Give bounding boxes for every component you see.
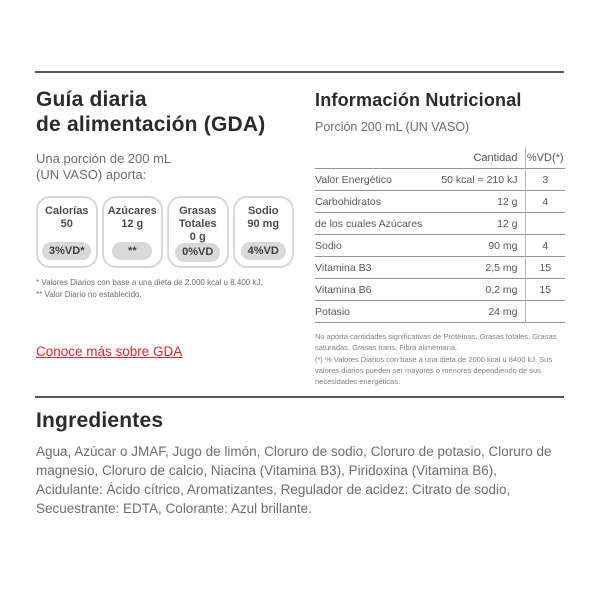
gda-subtitle-line1: Una porción de 200 mL [36, 150, 172, 166]
table-row [315, 301, 565, 323]
badge-vd-pill: 0%VD [175, 243, 220, 261]
table-row [315, 191, 565, 213]
header-empty [315, 147, 433, 169]
nutrient-vd: 4 [525, 191, 565, 213]
nutrient-vd: 15 [525, 257, 565, 279]
gda-subtitle [36, 151, 294, 185]
nutrient-amount: 50 kcal = 210 kJ [441, 173, 518, 186]
badge-label-value [108, 205, 157, 230]
section-divider [35, 396, 564, 398]
top-divider [35, 71, 564, 73]
nutrient-amount: 12 g [497, 195, 518, 208]
badge-label-value [247, 205, 279, 230]
table-header-row [315, 147, 565, 169]
header-amount: Cantidad [473, 151, 518, 164]
nutrient-vd: 3 [525, 169, 565, 191]
gda-badge-calorias [36, 196, 98, 268]
gda-more-link[interactable]: Conoce más sobre GDA [36, 344, 183, 360]
table-row [315, 235, 565, 257]
badge-value: 0 g [189, 230, 206, 243]
gda-footnote-2: ** Valor Diario no establecido. [36, 290, 142, 300]
badge-label-value [45, 205, 88, 230]
nutrition-section [315, 90, 565, 387]
nutrition-footnotes [315, 331, 565, 387]
nutrient-label: Valor Energético [315, 173, 392, 186]
badge-value: 90 mg [247, 217, 280, 230]
gda-subtitle-line2: (UN VASO) aporta: [36, 167, 147, 183]
nutrition-table [315, 147, 565, 323]
nutrient-amount: 24 mg [488, 305, 518, 318]
badge-value: 50 [60, 217, 73, 230]
nutrient-vd: 4 [525, 235, 565, 257]
nutrient-label: Carbohidratos [315, 195, 381, 208]
nutrient-label: Potasio [315, 305, 351, 318]
nutrient-label: Sodio [315, 239, 342, 252]
badge-label: Grasas Totales [178, 205, 217, 230]
nutrition-footnote-1: No aporta cantidades significativas de Proteínas, Grasas totales, Grasas saturadas, Grasas trans, Fibra alimentaria. [315, 332, 557, 353]
ingredients-text: Agua, Azúcar o JMAF, Jugo de limón, Cloruro de sodio, Cloruro de potasio, Cloruro de magnesio, Cloruro de calcio, Niacina (Vitamina B3), Piridoxina (Vitamina B6), Acidulante: Ácido cítrico, Aromatizantes, Regulador de acidez: Citrato de sodio, Secuestrante: EDTA, Colorante: Azul brillante. [36, 444, 552, 516]
nutrient-vd [525, 301, 565, 323]
gda-title [36, 88, 294, 138]
gda-badges [36, 196, 294, 268]
nutrition-footnote-2: (*) % Valores Diarios con base a una dieta de 2000 kcal u 8400 kJ. Sus valores diarios pueden ser mayores o menores dependiendo de sus necesidades energéticas. [315, 354, 553, 386]
nutrient-label: Vitamina B6 [315, 283, 372, 296]
table-row [315, 169, 565, 191]
gda-badge-sodio [233, 196, 295, 268]
nutrient-amount: 2,5 mg [485, 261, 518, 274]
nutrient-amount: 12 g [497, 217, 518, 230]
ingredients-section [36, 409, 566, 519]
table-row [315, 257, 565, 279]
nutrient-label: Vitamina B3 [315, 261, 372, 274]
badge-label-value [171, 205, 225, 243]
gda-badge-grasas-totales [167, 196, 229, 268]
badge-vd-pill: 4%VD [241, 242, 286, 260]
table-row [315, 213, 565, 235]
gda-title-line2: de alimentación (GDA) [36, 112, 266, 136]
nutrition-serving: Porción 200 mL (UN VASO) [315, 120, 470, 134]
nutrient-amount: 90 mg [488, 239, 518, 252]
gda-footnote-1: * Valores Diarios con base a una dieta de 2.000 kcal u 8.400 kJ. [36, 278, 263, 288]
nutrient-amount: 0,2 mg [485, 283, 518, 296]
badge-vd-pill: 3%VD* [42, 242, 91, 260]
nutrient-label: de los cuales Azúcares [315, 217, 423, 230]
nutrition-title: Información Nutricional [315, 90, 522, 110]
gda-title-line1: Guía diaria [36, 88, 147, 111]
header-vd: %VD(*) [525, 147, 565, 169]
gda-badge-azucares [102, 196, 164, 268]
gda-footnotes [36, 277, 294, 301]
nutrient-vd: 15 [525, 279, 565, 301]
badge-label: Calorías [45, 205, 89, 218]
badge-label: Sodio [247, 205, 279, 218]
badge-value: 12 g [121, 217, 144, 230]
nutrient-vd [525, 213, 565, 235]
gda-section [36, 88, 294, 361]
badge-vd-pill: ** [112, 242, 152, 260]
table-row [315, 279, 565, 301]
ingredients-title: Ingredientes [36, 409, 164, 432]
badge-label: Azúcares [107, 205, 157, 218]
